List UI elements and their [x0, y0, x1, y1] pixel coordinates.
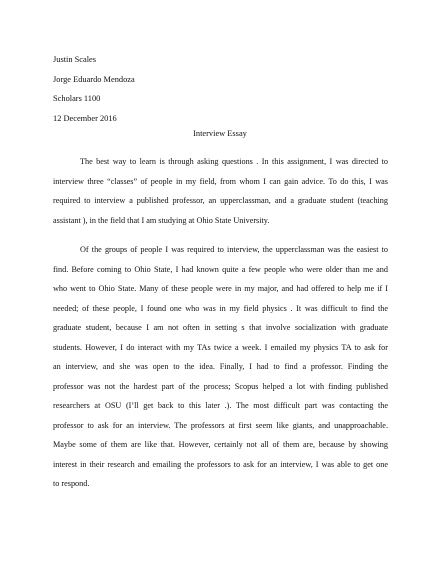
paragraph-1 [53, 152, 388, 230]
paragraph-line: assistant ), in the field that I am studying at Ohio State University. [53, 215, 270, 225]
paragraph-line: find. Before coming to Ohio State, I had known quite a few people who were older than me and [53, 264, 388, 274]
paragraph-line: professor was not the hardest part of the process; Scopus helped a lot with finding published [53, 381, 388, 391]
essay-title: Interview Essay [193, 129, 247, 138]
instructor-name: Jorge Eduardo Mendoza [53, 74, 135, 84]
essay-header [53, 50, 135, 128]
paragraph-line: needed; of these people, I found one who was in my field physics . It was difficult to find the [53, 303, 388, 313]
paragraph-line: professor to ask for an interview. The professors at first seem like giants, and unapproachable. [53, 420, 388, 430]
paragraph-line: interview three “classes” of people in my field, from whom I can gain advice. To do this, I was [53, 176, 388, 186]
paragraph-2 [53, 240, 388, 494]
paragraph-line: students. However, I do interact with my TAs twice a week. I emailed my physics TA to ask for [53, 342, 388, 352]
paragraph-line: graduate student, because I am not often in setting s that involve socialization with graduate [53, 323, 388, 332]
paragraph-line: The best way to learn is through asking questions . In this assignment, I was directed to [80, 157, 388, 166]
paragraph-line: researchers at OSU (I’ll get back to this later .). The most difficult part was contacting the [53, 401, 388, 410]
paragraph-line: required to interview a published professor, an upperclassman, and a graduate student (teaching [53, 196, 388, 205]
author-name: Justin Scales [53, 55, 97, 64]
paragraph-line: who went to Ohio State. Many of these people were in my major, and had offered to help me if I [53, 284, 388, 293]
essay-date: 12 December 2016 [53, 113, 117, 123]
paragraph-line: Maybe some of them are like that. However, certainly not all of them are, because by showing [53, 440, 388, 449]
course-name: Scholars 1100 [53, 94, 101, 103]
paragraph-line: an interview, and she was open to the idea. Finally, I had to find a professor. Finding the [53, 362, 388, 371]
paragraph-line: to respond. [53, 479, 90, 488]
paragraph-line: Of the groups of people I was required to interview, the upperclassman was the easiest to [80, 245, 388, 254]
paragraph-line: interest in their research and emailing the professors to ask for an interview, I was able to get one [53, 459, 388, 469]
